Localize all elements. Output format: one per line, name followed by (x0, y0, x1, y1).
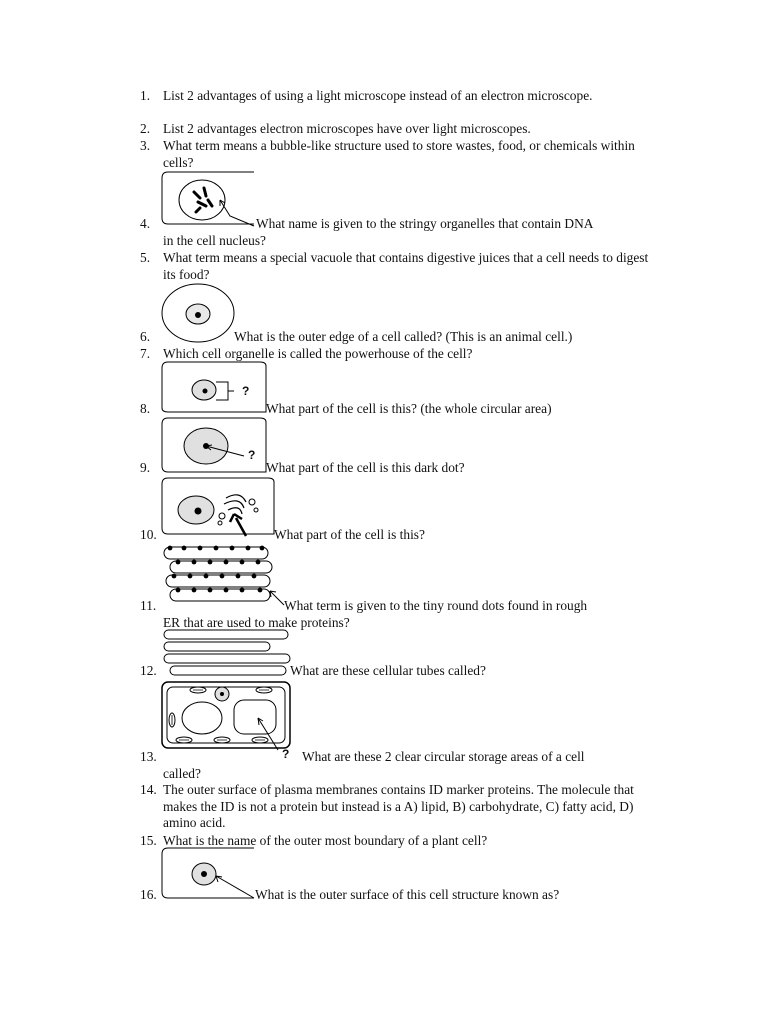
question-13-continued: called? (163, 766, 201, 781)
nucleolus-figure (160, 416, 270, 476)
question-mark-label: ? (248, 448, 256, 462)
question-mark-label: ? (282, 747, 290, 761)
chromosome-figure (160, 170, 260, 228)
question-number: 4. (140, 216, 151, 231)
question-text: What term is given to the tiny round dots found in rough (284, 598, 588, 613)
question-11-continued: ER that are used to make proteins? (163, 615, 350, 630)
question-number: 1. (140, 88, 151, 103)
question-number: 10. (140, 527, 157, 542)
question-number: 2. (140, 121, 151, 136)
question-number: 8. (140, 401, 151, 416)
question-text: What name is given to the stringy organelles that contain DNA (256, 216, 594, 231)
question-text: What are these cellular tubes called? (290, 663, 486, 678)
question-number: 15. (140, 833, 157, 848)
question-text: What part of the cell is this? (the whole circular area) (266, 401, 552, 416)
golgi-figure (160, 476, 278, 538)
question-text: What is the outer surface of this cell structure known as? (255, 887, 560, 902)
rough-er-figure (160, 543, 290, 609)
question-text: List 2 advantages electron microscopes have over light microscopes. (163, 121, 531, 136)
nucleus-bracket-figure (160, 360, 270, 416)
question-number: 11. (140, 598, 157, 613)
question-text: What part of the cell is this? (274, 527, 425, 542)
question-number: 9. (140, 460, 151, 475)
question-text: What is the name of the outer most boundary of a plant cell? (163, 833, 488, 848)
question-number: 6. (140, 329, 151, 344)
plant-cell-figure (160, 680, 294, 752)
question-number: 3. (140, 138, 151, 153)
question-number: 7. (140, 346, 151, 361)
smooth-er-figure (160, 626, 292, 678)
question-mark-label: ? (242, 384, 250, 398)
cell-membrane-figure (160, 846, 260, 902)
question-text: Which cell organelle is called the powerhouse of the cell? (163, 346, 473, 361)
question-number: 14. (140, 782, 157, 797)
animal-cell-figure (160, 282, 240, 344)
question-text: The outer surface of plasma membranes contains ID marker proteins. The molecule that makes the ID is not a protein but instead is a A) lipid, B) carbohydrate, C) fatty acid, D) amino acid. (163, 782, 634, 830)
question-text: What term means a special vacuole that contains digestive juices that a cell needs to digest its food? (163, 250, 649, 282)
question-text: List 2 advantages of using a light microscope instead of an electron microscope. (163, 88, 593, 103)
question-text: What term means a bubble-like structure used to store wastes, food, or chemicals within cells? (163, 138, 635, 170)
question-number: 13. (140, 749, 157, 764)
question-text: What part of the cell is this dark dot? (266, 460, 465, 475)
question-number: 12. (140, 663, 157, 678)
question-text: What are these 2 clear circular storage areas of a cell (302, 749, 585, 764)
question-number: 16. (140, 887, 157, 902)
question-number: 5. (140, 250, 151, 265)
question-text: What is the outer edge of a cell called? (This is an animal cell.) (234, 329, 573, 344)
question-4-continued: in the cell nucleus? (163, 233, 266, 248)
